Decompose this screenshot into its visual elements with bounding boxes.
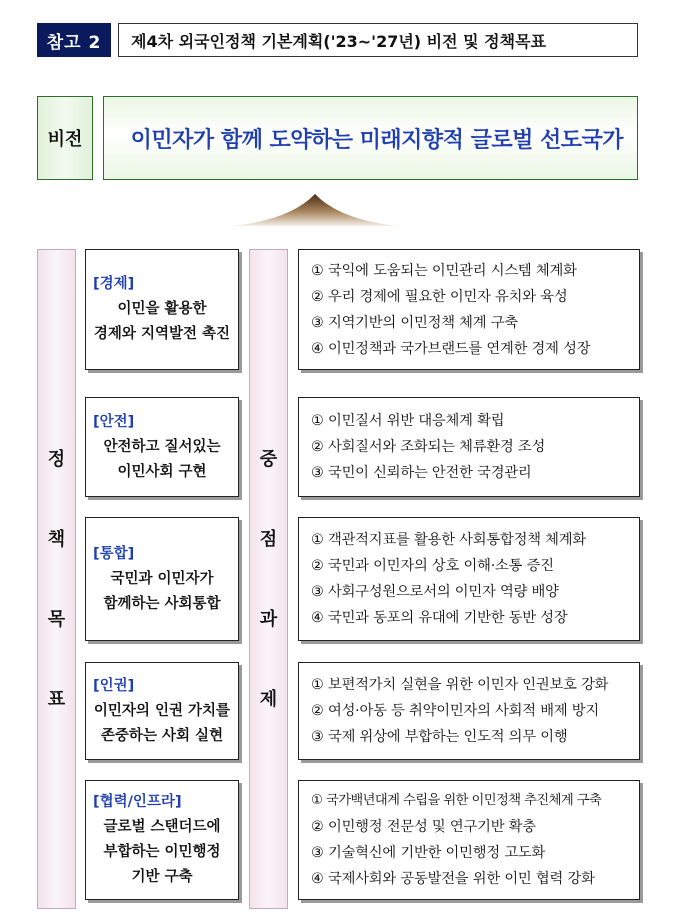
task-item: ① 객관적지표를 활용한 사회통합정책 체계화 [311,532,586,548]
policy-goals-char: 책 [47,529,66,550]
goal-tag: [인권] [93,677,135,694]
policy-goals-char: 정 [47,449,66,470]
goal-text-line: 이민을 활용한 [117,301,207,317]
task-item: ① 보편적가치 실현을 위한 이민자 인권보호 강화 [311,677,609,693]
policy-goals-char: 목 [47,609,66,630]
goal-tag: [협력/인프라] [93,794,182,810]
goal-economy [85,249,239,370]
key-tasks-column [249,249,288,909]
task-item: ④ 국민과 동포의 유대에 기반한 동반 성장 [311,610,568,626]
tasks-human-rights [298,662,640,760]
task-item: ② 이민행정 전문성 및 연구기반 확충 [311,819,536,835]
task-item: ③ 지역기반의 이민정책 체계 구축 [311,314,518,331]
goal-tag: [통합] [93,545,135,562]
tasks-integration [298,517,640,641]
task-item: ① 국가백년대계 수립을 위한 이민정책 추진체계 구축 [311,793,602,808]
goal-text-line: 이민자의 인권 가치를 [93,702,231,719]
task-item: ① 이민질서 위반 대응체계 확립 [311,413,505,429]
goal-text-line: 부합하는 이민행정 [103,844,221,860]
task-item: ② 여성·아동 등 취약이민자의 사회적 배제 방지 [311,703,600,719]
task-item: ① 국익에 도움되는 이민관리 시스템 체계화 [311,262,577,279]
goal-text-line: 글로벌 스탠더드에 [103,819,221,835]
policy-goals-char: 표 [47,689,66,710]
task-item: ③ 국제 위상에 부합하는 인도적 의무 이행 [311,729,568,745]
tasks-cooperation-infra [298,780,640,900]
goal-text-line: 존중하는 사회 실현 [100,727,224,744]
goal-tag: [안전] [93,413,135,430]
goal-integration [85,517,239,641]
goal-text-line: 이민사회 구현 [117,463,207,480]
goal-tag: [경제] [93,276,135,292]
task-item: ④ 이민정책과 국가브랜드를 연계한 경제 성장 [311,340,591,357]
up-arrow-icon [230,192,400,228]
key-tasks-char: 제 [259,689,278,710]
vision-statement: 이민자가 함께 도약하는 미래지향적 글로벌 선도국가 [130,127,623,153]
task-item: ② 국민과 이민자의 상호 이해·소통 증진 [311,558,554,574]
task-item: ② 사회질서와 조화되는 체류환경 조성 [311,439,546,455]
vision-label: 비전 [37,96,93,180]
key-tasks-char: 점 [259,529,278,550]
goal-text-line: 안전하고 질서있는 [103,438,221,455]
goal-safety [85,397,239,497]
tasks-safety [298,397,640,497]
policy-goals-column [37,249,76,909]
goal-text-line: 국민과 이민자가 [110,570,214,587]
tasks-economy [298,249,640,370]
vision-box [103,96,638,180]
reference-badge: 참고 2 [37,23,111,57]
task-item: ③ 국민이 신뢰하는 안전한 국경관리 [311,465,532,481]
goal-human-rights [85,662,239,760]
task-item: ④ 국제사회와 공동발전을 위한 이민 협력 강화 [311,871,595,887]
goal-cooperation-infra [85,780,239,900]
document-title: 제4차 외국인정책 기본계획('23~'27년) 비전 및 정책목표 [118,23,638,57]
goal-text-line: 경제와 지역발전 촉진 [93,326,231,342]
goal-text-line: 기반 구축 [131,869,193,885]
goal-text-line: 함께하는 사회통합 [103,595,221,612]
task-item: ③ 사회구성원으로서의 이민자 역량 배양 [311,584,559,600]
key-tasks-char: 과 [259,609,278,630]
task-item: ③ 기술혁신에 기반한 이민행정 고도화 [311,845,546,861]
key-tasks-char: 중 [259,449,278,470]
task-item: ② 우리 경제에 필요한 이민자 유치와 육성 [311,288,568,305]
